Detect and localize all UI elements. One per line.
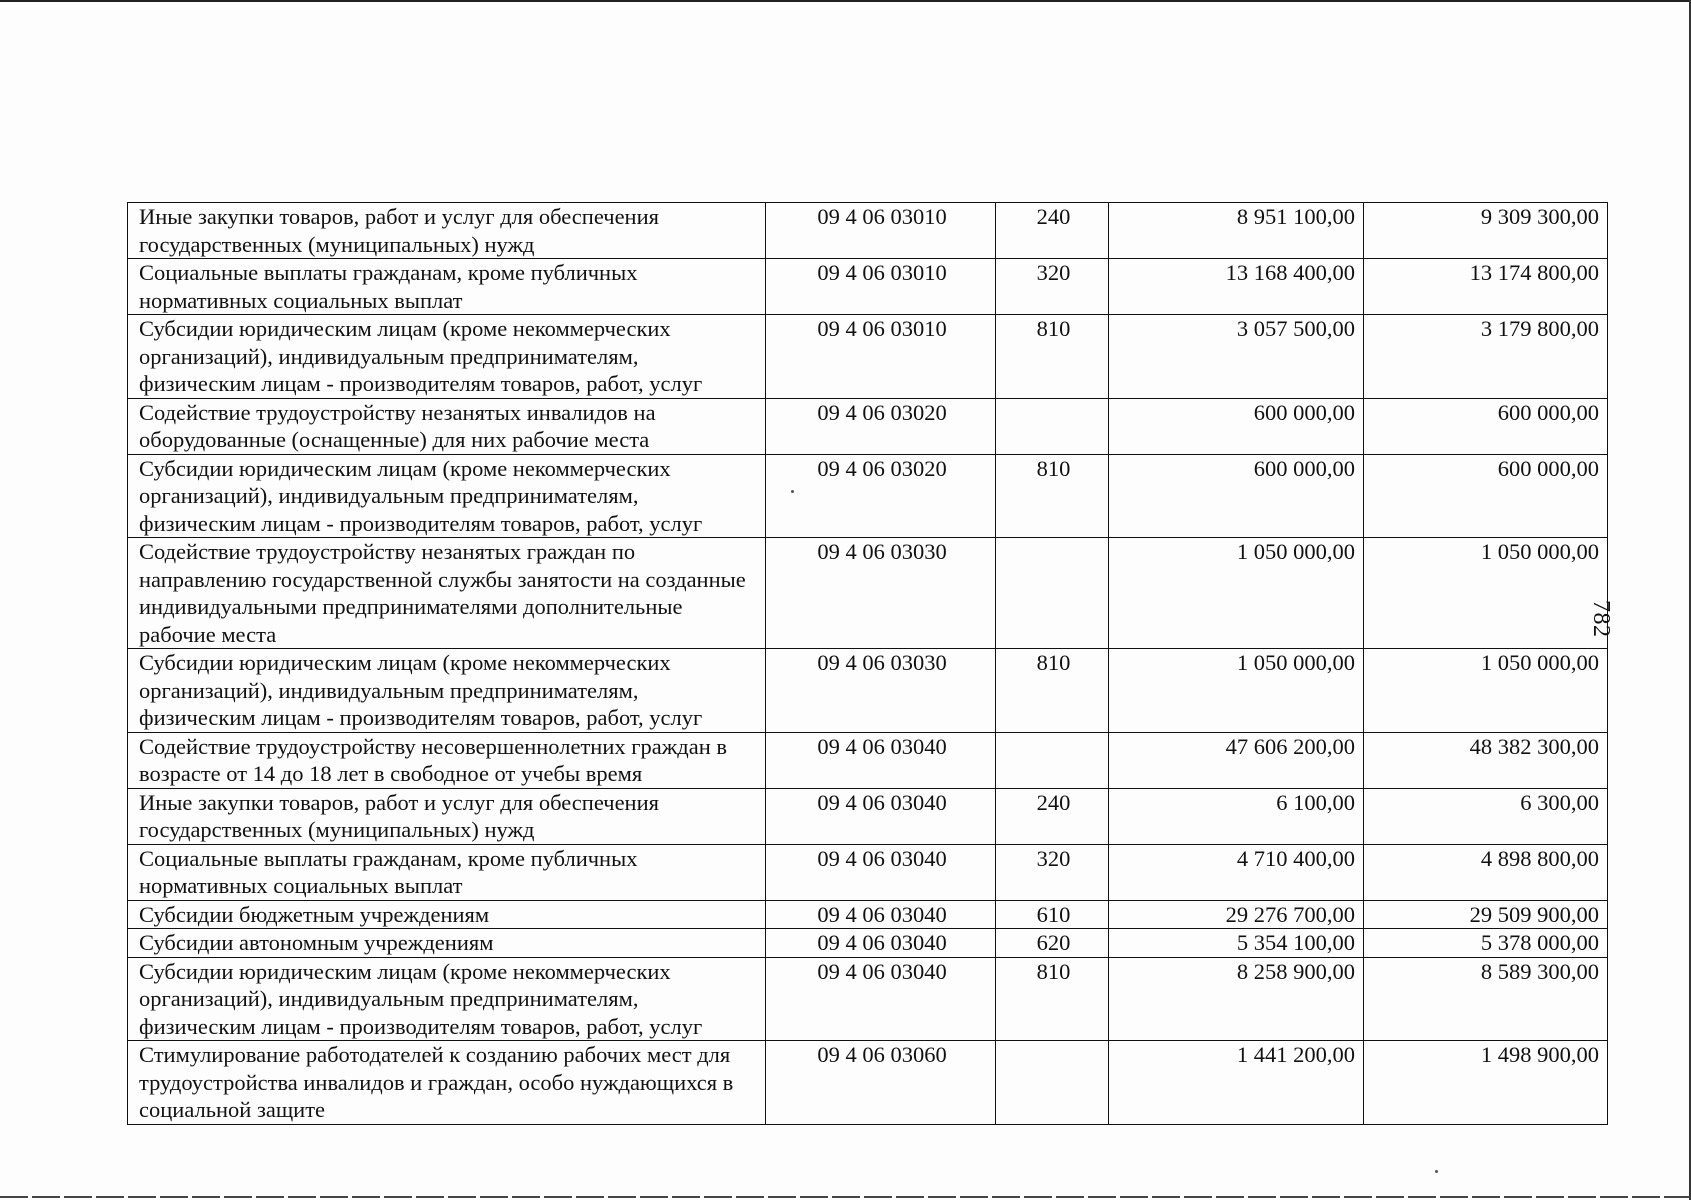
- row-sum-2: 3 179 800,00: [1364, 315, 1608, 399]
- scan-speck: [1435, 1170, 1438, 1173]
- row-type: 810: [996, 315, 1109, 399]
- row-type: 810: [996, 957, 1109, 1041]
- row-sum-1: 6 100,00: [1109, 788, 1364, 844]
- row-name: Субсидии юридическим лицам (кроме некоммерческих организаций), индивидуальным предпринимателям, физическим лицам - производителям товаров, работ, услуг: [128, 454, 766, 538]
- table-row: [128, 315, 1608, 399]
- row-code: 09 4 06 03040: [766, 788, 996, 844]
- budget-table-body: [128, 203, 1608, 1125]
- row-sum-2: 1 050 000,00: [1364, 538, 1608, 649]
- row-code: 09 4 06 03040: [766, 957, 996, 1041]
- row-type: [996, 538, 1109, 649]
- row-sum-2: 600 000,00: [1364, 398, 1608, 454]
- table-row: [128, 1041, 1608, 1125]
- row-sum-1: 29 276 700,00: [1109, 900, 1364, 929]
- row-code: 09 4 06 03040: [766, 900, 996, 929]
- row-sum-2: 8 589 300,00: [1364, 957, 1608, 1041]
- row-sum-1: 4 710 400,00: [1109, 844, 1364, 900]
- row-type: 620: [996, 929, 1109, 958]
- table-row: [128, 398, 1608, 454]
- row-type: [996, 1041, 1109, 1125]
- scan-edge-bottom: [0, 1196, 1691, 1198]
- table-row: [128, 538, 1608, 649]
- page-number: 782: [1588, 600, 1614, 638]
- row-name: Субсидии бюджетным учреждениям: [128, 900, 766, 929]
- table-row: [128, 929, 1608, 958]
- row-name: Иные закупки товаров, работ и услуг для обеспечения государственных (муниципальных) нужд: [128, 203, 766, 259]
- row-sum-1: 5 354 100,00: [1109, 929, 1364, 958]
- row-name: Субсидии юридическим лицам (кроме некоммерческих организаций), индивидуальным предпринимателям, физическим лицам - производителям товаров, работ, услуг: [128, 957, 766, 1041]
- row-code: 09 4 06 03040: [766, 844, 996, 900]
- row-type: 320: [996, 844, 1109, 900]
- row-name: Социальные выплаты гражданам, кроме публичных нормативных социальных выплат: [128, 844, 766, 900]
- row-sum-1: 47 606 200,00: [1109, 732, 1364, 788]
- table-row: [128, 788, 1608, 844]
- table-row: [128, 454, 1608, 538]
- row-name: Иные закупки товаров, работ и услуг для обеспечения государственных (муниципальных) нужд: [128, 788, 766, 844]
- row-sum-1: 1 050 000,00: [1109, 649, 1364, 733]
- table-row: [128, 844, 1608, 900]
- row-code: 09 4 06 03060: [766, 1041, 996, 1125]
- row-type: [996, 732, 1109, 788]
- row-name: Субсидии юридическим лицам (кроме некоммерческих организаций), индивидуальным предпринимателям, физическим лицам - производителям товаров, работ, услуг: [128, 649, 766, 733]
- row-type: 240: [996, 788, 1109, 844]
- row-sum-1: 600 000,00: [1109, 454, 1364, 538]
- row-code: 09 4 06 03040: [766, 929, 996, 958]
- table-row: [128, 957, 1608, 1041]
- row-sum-2: 1 498 900,00: [1364, 1041, 1608, 1125]
- row-sum-2: 48 382 300,00: [1364, 732, 1608, 788]
- row-name: Содействие трудоустройству несовершеннолетних граждан в возрасте от 14 до 18 лет в свободное от учебы время: [128, 732, 766, 788]
- table-row: [128, 732, 1608, 788]
- row-sum-2: 29 509 900,00: [1364, 900, 1608, 929]
- row-name: Субсидии юридическим лицам (кроме некоммерческих организаций), индивидуальным предпринимателям, физическим лицам - производителям товаров, работ, услуг: [128, 315, 766, 399]
- row-code: 09 4 06 03040: [766, 732, 996, 788]
- row-code: 09 4 06 03020: [766, 398, 996, 454]
- row-type: 810: [996, 454, 1109, 538]
- row-code: 09 4 06 03020: [766, 454, 996, 538]
- row-sum-1: 3 057 500,00: [1109, 315, 1364, 399]
- row-name: Содействие трудоустройству незанятых инвалидов на оборудованные (оснащенные) для них рабочие места: [128, 398, 766, 454]
- row-sum-1: 1 441 200,00: [1109, 1041, 1364, 1125]
- budget-table: [127, 202, 1608, 1125]
- row-type: 240: [996, 203, 1109, 259]
- row-type: 320: [996, 259, 1109, 315]
- row-code: 09 4 06 03010: [766, 259, 996, 315]
- row-sum-1: 1 050 000,00: [1109, 538, 1364, 649]
- row-name: Содействие трудоустройству незанятых граждан по направлению государственной службы занятости на созданные индивидуальными предпринимателями дополнительные рабочие места: [128, 538, 766, 649]
- row-sum-2: 600 000,00: [1364, 454, 1608, 538]
- row-type: 610: [996, 900, 1109, 929]
- table-row: [128, 900, 1608, 929]
- row-sum-1: 600 000,00: [1109, 398, 1364, 454]
- row-sum-2: 6 300,00: [1364, 788, 1608, 844]
- row-sum-2: 13 174 800,00: [1364, 259, 1608, 315]
- row-name: Субсидии автономным учреждениям: [128, 929, 766, 958]
- row-name: Стимулирование работодателей к созданию рабочих мест для трудоустройства инвалидов и граждан, особо нуждающихся в социальной защите: [128, 1041, 766, 1125]
- row-name: Социальные выплаты гражданам, кроме публичных нормативных социальных выплат: [128, 259, 766, 315]
- row-sum-2: 1 050 000,00: [1364, 649, 1608, 733]
- row-sum-1: 8 258 900,00: [1109, 957, 1364, 1041]
- row-sum-1: 13 168 400,00: [1109, 259, 1364, 315]
- scan-edge-top: [0, 0, 1691, 2]
- table-row: [128, 203, 1608, 259]
- row-code: 09 4 06 03030: [766, 649, 996, 733]
- row-sum-2: 4 898 800,00: [1364, 844, 1608, 900]
- row-sum-2: 5 378 000,00: [1364, 929, 1608, 958]
- row-sum-2: 9 309 300,00: [1364, 203, 1608, 259]
- row-sum-1: 8 951 100,00: [1109, 203, 1364, 259]
- row-code: 09 4 06 03010: [766, 203, 996, 259]
- table-row: [128, 649, 1608, 733]
- table-row: [128, 259, 1608, 315]
- row-type: 810: [996, 649, 1109, 733]
- row-code: 09 4 06 03030: [766, 538, 996, 649]
- row-type: [996, 398, 1109, 454]
- row-code: 09 4 06 03010: [766, 315, 996, 399]
